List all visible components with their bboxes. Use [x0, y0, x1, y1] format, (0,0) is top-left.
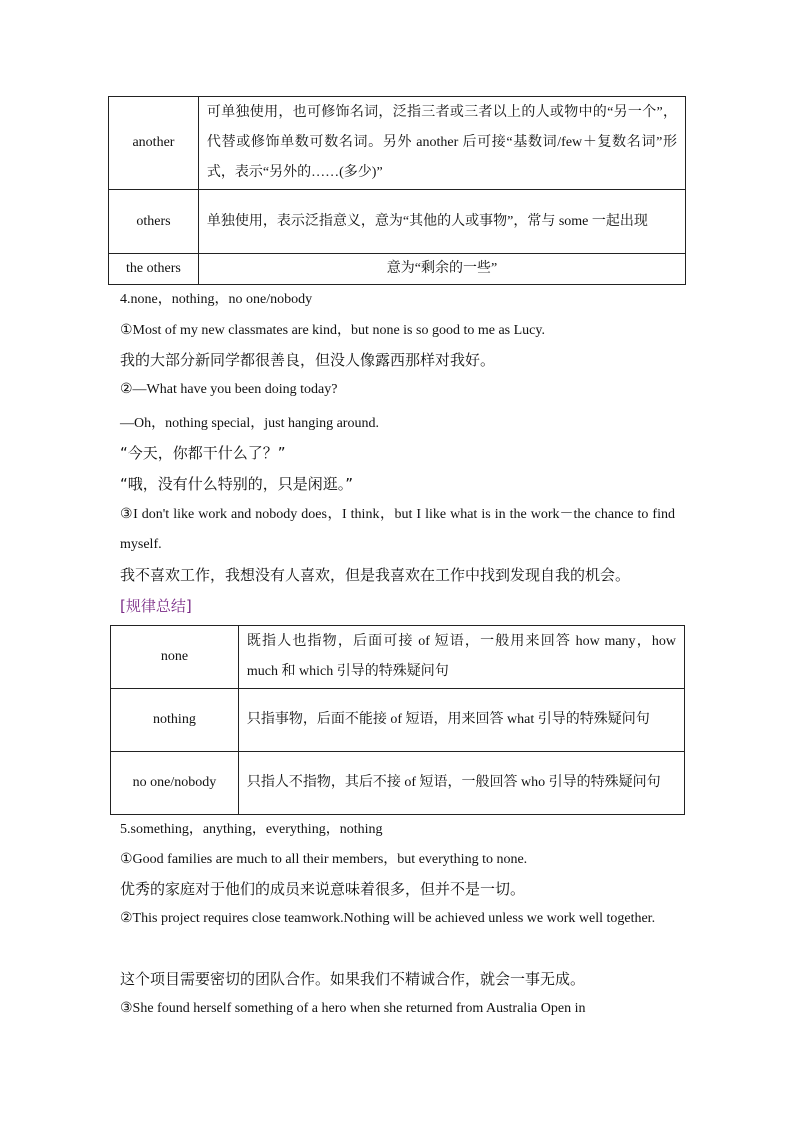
description-cell: 可单独使用，也可修饰名词，泛指三者或三者以上的人或物中的“另一个”，代替或修饰单数可数名词。另外 another 后可接“基数词/few＋复数名词”形式，表示“另外的……(多少)” — [198, 97, 685, 190]
example-sentence-en: ③I don't like work and nobody does，I think，but I like what is in the work－the chance to find myself. — [120, 507, 675, 552]
example-translation-zh: 优秀的家庭对于他们的成员来说意味着很多，但并不是一切。 — [120, 880, 526, 898]
term-cell: no one/nobody — [111, 752, 239, 815]
term-cell: nothing — [111, 689, 239, 752]
summary-label: [规律总结] — [120, 597, 192, 615]
pronoun-table-2 — [110, 625, 685, 815]
example-translation-zh: “今天，你都干什么了？” — [120, 444, 286, 462]
section-heading: 5.something，anything，everything，nothing — [120, 822, 383, 837]
table-row — [109, 190, 686, 254]
example-translation-zh: 这个项目需要密切的团队合作。如果我们不精诚合作，就会一事无成。 — [120, 970, 586, 988]
example-sentence-en: ②This project requires close teamwork.Nothing will be achieved unless we work well together. — [120, 911, 656, 926]
term-cell: others — [109, 190, 199, 254]
description-cell: 单独使用，表示泛指意义，意为“其他的人或事物”，常与 some 一起出现 — [198, 190, 685, 254]
table-row — [109, 97, 686, 190]
table-row — [111, 689, 685, 752]
description-cell: 只指事物，后面不能接 of 短语，用来回答 what 引导的特殊疑问句 — [238, 689, 684, 752]
example-sentence-en: ③She found herself something of a hero when she returned from Australia Open in — [120, 1001, 586, 1016]
term-cell: another — [109, 97, 199, 190]
description-cell: 意为“剩余的一些” — [198, 254, 685, 285]
example-translation-zh: 我的大部分新同学都很善良，但没人像露西那样对我好。 — [120, 351, 496, 369]
example-translation-zh: “哦，没有什么特别的，只是闲逛。” — [120, 475, 354, 493]
example-sentence-en: —Oh，nothing special，just hanging around. — [120, 416, 379, 431]
table-row — [111, 752, 685, 815]
example-sentence-en: ①Good families are much to all their members，but everything to none. — [120, 852, 528, 867]
term-cell: none — [111, 626, 239, 689]
example-sentence-en: ①Most of my new classmates are kind，but none is so good to me as Lucy. — [120, 323, 545, 338]
example-translation-zh: 我不喜欢工作，我想没有人喜欢，但是我喜欢在工作中找到发现自我的机会。 — [120, 566, 631, 584]
description-cell: 只指人不指物，其后不接 of 短语，一般回答 who 引导的特殊疑问句 — [238, 752, 684, 815]
section-heading: 4.none，nothing，no one/nobody — [120, 292, 313, 307]
pronoun-table-1 — [108, 96, 686, 285]
table-row — [111, 626, 685, 689]
table-row — [109, 254, 686, 285]
example-sentence-en: ②—What have you been doing today? — [120, 382, 338, 397]
description-cell: 既指人也指物，后面可接 of 短语，一般用来回答 how many，how much 和 which 引导的特殊疑问句 — [238, 626, 684, 689]
term-cell: the others — [109, 254, 199, 285]
